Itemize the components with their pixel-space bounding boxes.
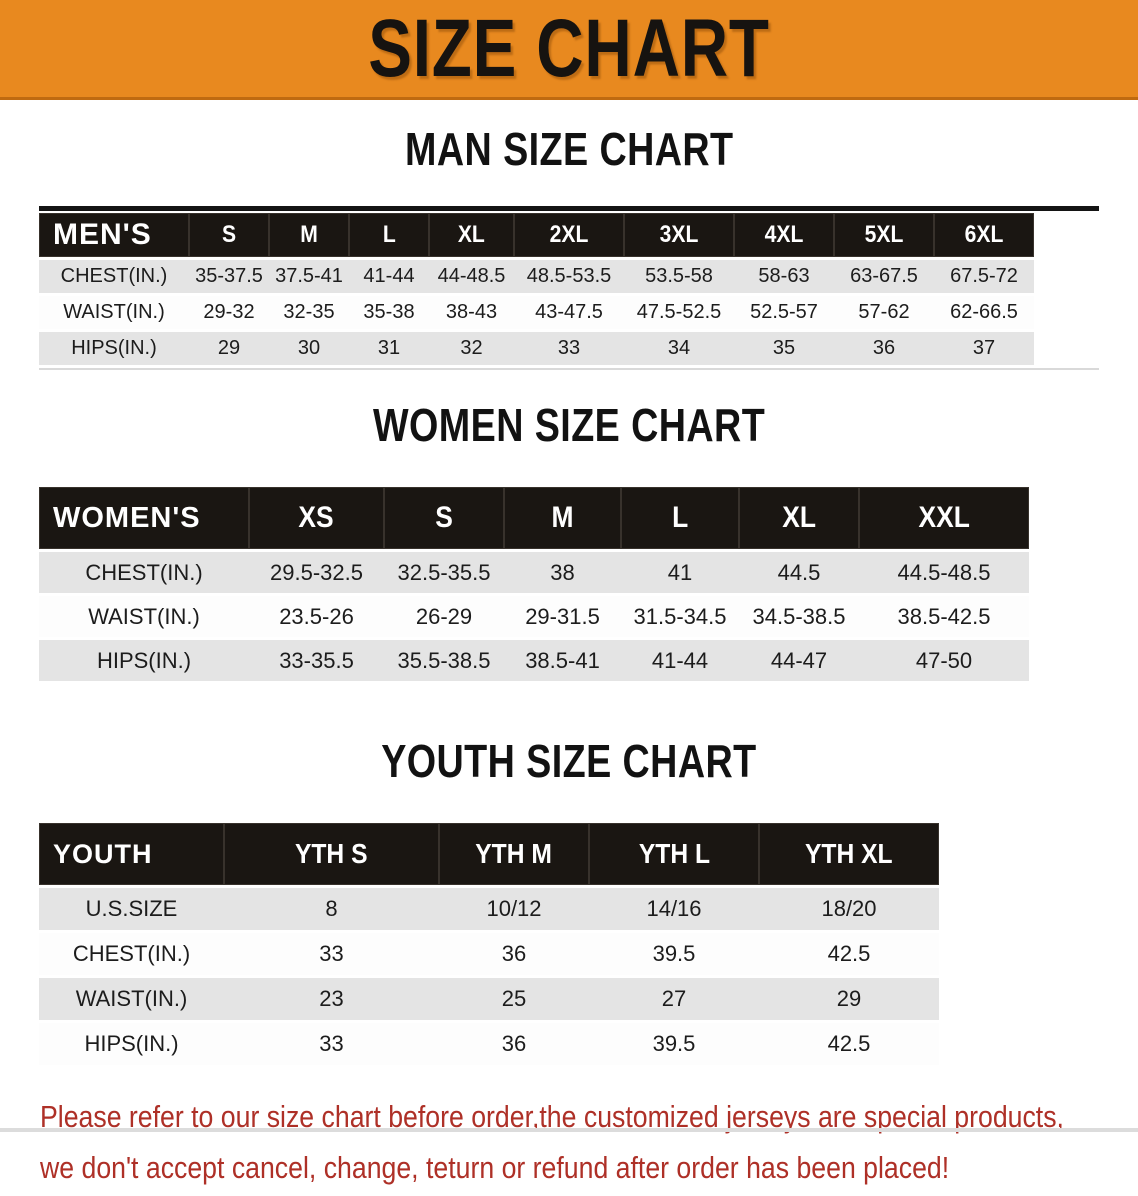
banner-title: SIZE CHART (368, 8, 770, 90)
row-label: WAIST(IN.) (39, 596, 249, 637)
size-value: 63-67.5 (834, 260, 934, 293)
size-value: 35.5-38.5 (384, 640, 504, 681)
size-column-header: YTH XL (759, 823, 939, 885)
size-column-header: S (189, 213, 269, 257)
size-value: 8 (224, 888, 439, 930)
size-column-header: 2XL (514, 213, 624, 257)
size-value: 42.5 (759, 933, 939, 975)
size-value: 67.5-72 (934, 260, 1034, 293)
size-value: 29.5-32.5 (249, 552, 384, 593)
size-value: 34 (624, 332, 734, 365)
size-column-header: XL (429, 213, 514, 257)
size-column-header: YTH M (439, 823, 589, 885)
row-label: CHEST(IN.) (39, 260, 189, 293)
size-value: 47-50 (859, 640, 1029, 681)
women-size-table (39, 484, 1099, 684)
row-filler (939, 1023, 1099, 1065)
row-filler (939, 978, 1099, 1020)
row-label: WAIST(IN.) (39, 978, 224, 1020)
size-value: 58-63 (734, 260, 834, 293)
row-filler (939, 888, 1099, 930)
size-value: 52.5-57 (734, 296, 834, 329)
size-column-header: YTH L (589, 823, 759, 885)
size-value: 14/16 (589, 888, 759, 930)
size-column-header: M (504, 487, 621, 549)
notice-line-2: we don't accept cancel, change, teturn or refund after order has been placed! (40, 1145, 1138, 1196)
women-chart-heading: WOMEN SIZE CHART (0, 400, 1138, 462)
size-value: 41-44 (621, 640, 739, 681)
size-value: 36 (439, 933, 589, 975)
measurement-row-chest (39, 260, 1099, 293)
size-value: 31 (349, 332, 429, 365)
measurement-row-ussize (39, 888, 1099, 930)
header-filler (1029, 487, 1099, 549)
size-value: 41 (621, 552, 739, 593)
row-label: HIPS(IN.) (39, 1023, 224, 1065)
youth-table-corner: YOUTH (39, 823, 224, 885)
size-column-header: L (349, 213, 429, 257)
header-filler (939, 823, 1099, 885)
size-value: 57-62 (834, 296, 934, 329)
size-value: 10/12 (439, 888, 589, 930)
size-value: 31.5-34.5 (621, 596, 739, 637)
size-column-header: S (384, 487, 504, 549)
size-column-header: 3XL (624, 213, 734, 257)
size-value: 33-35.5 (249, 640, 384, 681)
women-table-corner: WOMEN'S (39, 487, 249, 549)
size-column-header: XL (739, 487, 859, 549)
size-value: 30 (269, 332, 349, 365)
row-filler (1034, 260, 1099, 293)
size-column-header: YTH S (224, 823, 439, 885)
youth-chart-heading: YOUTH SIZE CHART (0, 736, 1138, 798)
measurement-row-waist (39, 978, 1099, 1020)
size-value: 44-48.5 (429, 260, 514, 293)
size-value: 47.5-52.5 (624, 296, 734, 329)
row-label: HIPS(IN.) (39, 332, 189, 365)
youth-size-table (39, 820, 1099, 1068)
size-value: 38.5-41 (504, 640, 621, 681)
row-filler (1029, 640, 1099, 681)
size-column-header: M (269, 213, 349, 257)
size-value: 32 (429, 332, 514, 365)
size-value: 53.5-58 (624, 260, 734, 293)
size-value: 38-43 (429, 296, 514, 329)
youth-header-row (39, 823, 1099, 885)
measurement-row-chest (39, 552, 1099, 593)
size-value: 33 (224, 933, 439, 975)
women-header-row (39, 487, 1099, 549)
size-column-header: 6XL (934, 213, 1034, 257)
size-chart-banner (0, 0, 1138, 100)
size-value: 23.5-26 (249, 596, 384, 637)
size-column-header: XXL (859, 487, 1029, 549)
size-value: 39.5 (589, 933, 759, 975)
size-value: 23 (224, 978, 439, 1020)
size-column-header: L (621, 487, 739, 549)
header-filler (1034, 213, 1099, 257)
size-value: 37.5-41 (269, 260, 349, 293)
notice-line-1: Please refer to our size chart before order,the customized jerseys are special products, (40, 1094, 1138, 1145)
size-value: 37 (934, 332, 1034, 365)
men-size-table (39, 210, 1099, 368)
men-table-corner: MEN'S (39, 213, 189, 257)
size-value: 38 (504, 552, 621, 593)
row-label: HIPS(IN.) (39, 640, 249, 681)
measurement-row-waist (39, 596, 1099, 637)
size-value: 44-47 (739, 640, 859, 681)
size-value: 35-37.5 (189, 260, 269, 293)
size-value: 32-35 (269, 296, 349, 329)
row-filler (1034, 296, 1099, 329)
size-value: 36 (439, 1023, 589, 1065)
row-label: U.S.SIZE (39, 888, 224, 930)
row-filler (1029, 596, 1099, 637)
size-value: 29 (189, 332, 269, 365)
size-value: 29 (759, 978, 939, 1020)
size-value: 44.5-48.5 (859, 552, 1029, 593)
size-value: 26-29 (384, 596, 504, 637)
size-value: 43-47.5 (514, 296, 624, 329)
size-value: 18/20 (759, 888, 939, 930)
size-value: 42.5 (759, 1023, 939, 1065)
size-value: 32.5-35.5 (384, 552, 504, 593)
row-filler (939, 933, 1099, 975)
size-value: 38.5-42.5 (859, 596, 1029, 637)
size-column-header: XS (249, 487, 384, 549)
bottom-edge-strip (0, 1128, 1138, 1132)
size-value: 29-32 (189, 296, 269, 329)
size-value: 35 (734, 332, 834, 365)
size-value: 25 (439, 978, 589, 1020)
men-header-row (39, 213, 1099, 257)
size-column-header: 4XL (734, 213, 834, 257)
man-chart-heading: MAN SIZE CHART (0, 124, 1138, 186)
size-value: 27 (589, 978, 759, 1020)
measurement-row-waist (39, 296, 1099, 329)
size-value: 35-38 (349, 296, 429, 329)
order-notice (40, 1094, 1138, 1196)
size-value: 34.5-38.5 (739, 596, 859, 637)
size-value: 48.5-53.5 (514, 260, 624, 293)
measurement-row-hips (39, 332, 1099, 365)
measurement-row-hips (39, 640, 1099, 681)
size-value: 33 (224, 1023, 439, 1065)
size-value: 36 (834, 332, 934, 365)
row-label: CHEST(IN.) (39, 933, 224, 975)
row-label: CHEST(IN.) (39, 552, 249, 593)
size-value: 33 (514, 332, 624, 365)
size-value: 44.5 (739, 552, 859, 593)
row-label: WAIST(IN.) (39, 296, 189, 329)
row-filler (1034, 332, 1099, 365)
men-table-bottom-border (39, 368, 1099, 370)
size-value: 29-31.5 (504, 596, 621, 637)
size-value: 62-66.5 (934, 296, 1034, 329)
size-column-header: 5XL (834, 213, 934, 257)
size-value: 39.5 (589, 1023, 759, 1065)
row-filler (1029, 552, 1099, 593)
size-value: 41-44 (349, 260, 429, 293)
measurement-row-hips (39, 1023, 1099, 1065)
measurement-row-chest (39, 933, 1099, 975)
